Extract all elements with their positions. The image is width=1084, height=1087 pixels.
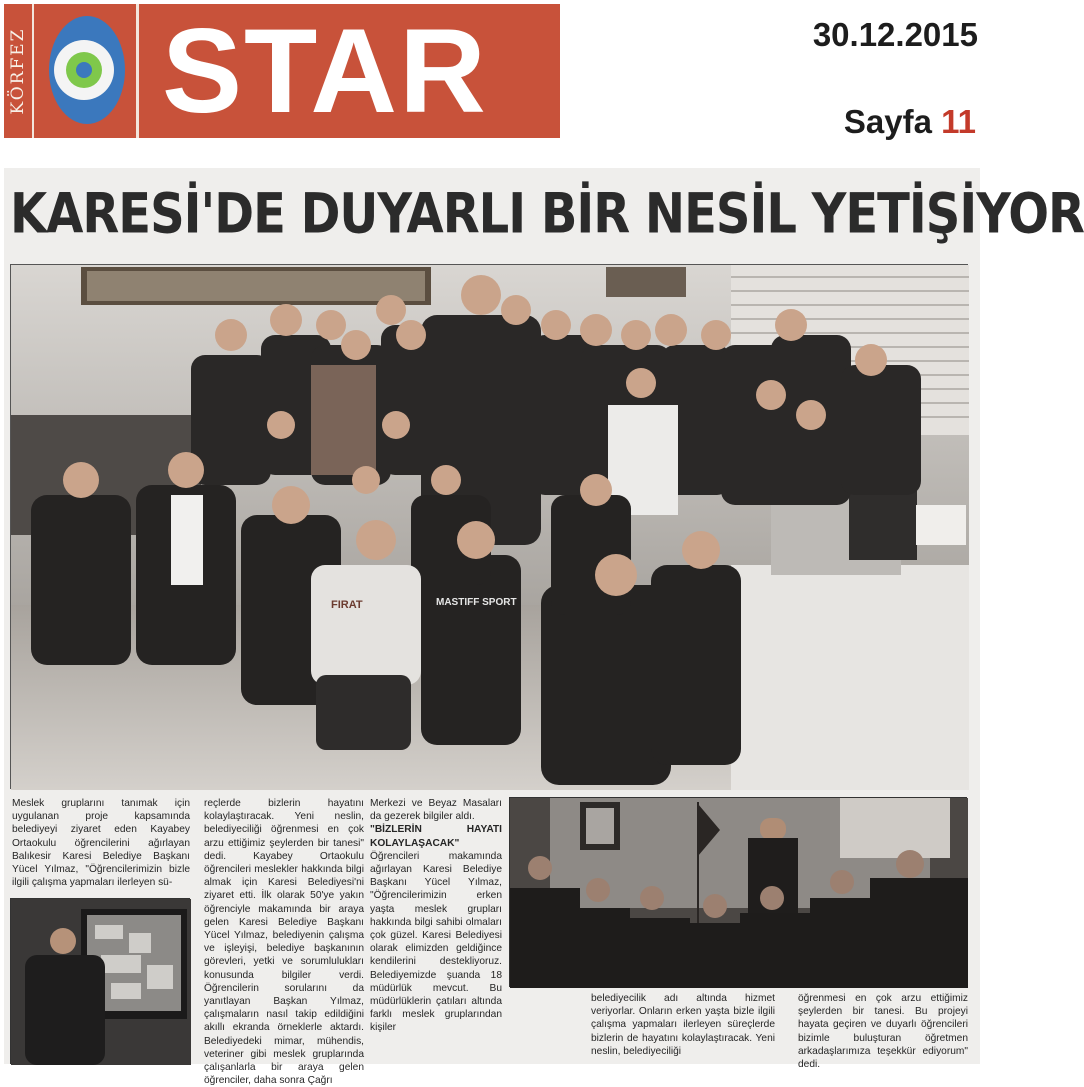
article-headline: KARESİ'DE DUYARLI BİR NESİL YETİŞİYOR (10, 181, 1084, 247)
article-column-5: öğrenmesi en çok arzu ettiğimiz şeylerden bir tanesi. Bu projeyi hayata geçiren ve duyarlı öğrencileri bizimle buluşturan öğretmen arkadaşlarımıza teşekkür ediyorum" dedi. (798, 993, 968, 1071)
article-column-1: Meslek gruplarını tanımak için uygulanan proje kapsamında belediyeyi ziyaret eden Kayabey Ortaokulu öğrencilerini ağırlayan Balıkesir Karesi Belediye Başkanı Yücel Yılmaz, "Öğrencilerimizin bizle ilgili çalışma yapmaları ilerleyen sü- (12, 798, 190, 889)
smart-screen-illustration (11, 899, 191, 1065)
korfez-side-label (4, 4, 34, 138)
mayor-smart-screen-photo (10, 898, 190, 1064)
article-column-2: reçlerde bizlerin hayatını kolaylaştıracak. Yeni neslin, belediyeciliği öğrenmesi en çok arzu ettiğimiz şeylerden bir tanesi" dedi. Kayabey Ortaokulu öğrencileri meslekler hakkında bilgi almak için Karesi Belediyesi'ni ziyaret etti. İlk olarak 50'ye yakın öğrenciyle makamında bir araya gelen Karesi Belediye Başkanı Yücel Yılmaz, belediyenin çalışma ve işleyişi, belediye başkanının görevleri, yetki ve sorumlulukları konusunda bilgiler verdi. Öğrencilerin sorularını da yanıtlayan Başkan Yılmaz, çalışmaların nasıl takip edildiğini akıllı ekranda örneklerle aktardı. Belediyedeki mimar, mühendis, veteriner gibi meslek gruplarında çalışanlarla bir araya gelen öğrenciler, daha sonra Çağrı (204, 798, 364, 1087)
shirt-text-mastiff: MASTIFF SPORT (436, 597, 517, 608)
issue-date: 30.12.2015 (812, 16, 978, 53)
page-number: 11 (941, 103, 976, 140)
article-column-3-text-a: Merkezi ve Beyaz Masaları da gezerek bilgiler aldı. (370, 798, 502, 823)
article-subheading: "BİZLERİN HAYATI KOLAYLAŞACAK" (370, 824, 502, 849)
article-column-3-text-b: Öğrencileri makamında ağırlayan Karesi Belediye Başkanı Yücel Yılmaz, "Öğrencilerimizin erken yaşta meslek grupları hakkında bilgi sahibi olmaları çok güzel. Karesi Belediyesi olarak elimizden geldiğince kendilerini destekliyoruz. Belediyemizde şuanda 18 müdürlük mevcut. Bu müdürlüklerin çatıları altında farklı meslek gruplarından kişiler (370, 850, 502, 1034)
page-number-label (844, 103, 976, 141)
group-photo-illustration (11, 265, 969, 790)
meeting-room-illustration (510, 798, 968, 988)
page-prefix: Sayfa (843, 103, 942, 140)
shirt-text-firat: FIRAT (331, 599, 363, 611)
eye-emblem (36, 4, 139, 138)
article-column-4: belediyecilik adı altında hizmet veriyorlar. Onların erken yaşta bizle ilgili çalışma yapmaları ilerleyen süreçlerde bizlerin de hayatını kolaylaştıracak. Yeni neslin, belediyeciliği (591, 993, 775, 1057)
star-wordmark (142, 4, 560, 138)
brand-name: STAR (162, 4, 488, 138)
group-photo (10, 264, 968, 789)
masthead-logo (4, 4, 560, 138)
eye-icon (36, 4, 139, 138)
korfez-text: KÖRFEZ (8, 27, 28, 115)
meeting-room-photo (509, 797, 967, 987)
article-column-3 (370, 797, 502, 1064)
